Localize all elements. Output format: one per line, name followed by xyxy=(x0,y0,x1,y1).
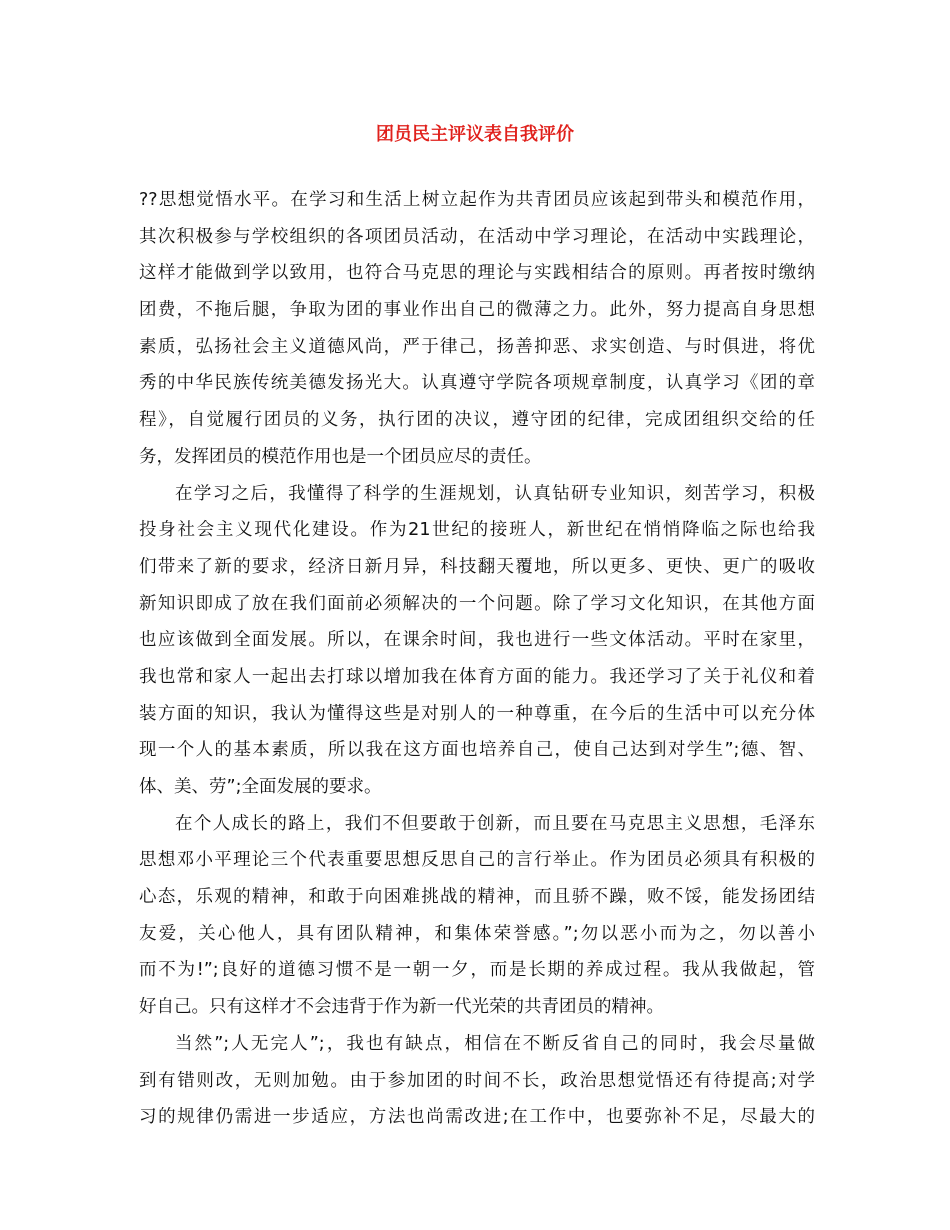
body-line: ??思想觉悟水平。在学习和生活上树立起作为共青团员应该起到带头和模范作用， xyxy=(139,190,815,210)
body-line: 务，发挥团员的模范作用也是一个团员应尽的责任。 xyxy=(139,446,542,467)
body-line: 程》，自觉履行团员的义务，执行团的决议，遵守团的纪律，完成团组织交给的任 xyxy=(139,410,815,431)
body-line: 秀的中华民族传统美德发扬光大。认真遵守学院各项规章制度，认真学习《团的章 xyxy=(139,373,815,394)
body-line: 新知识即成了放在我们面前必须解决的一个问题。除了学习文化知识，在其他方面 xyxy=(139,593,815,614)
body-line: 而不为!”;良好的道德习惯不是一朝一夕，而是长期的养成过程。我从我做起，管 xyxy=(139,960,815,981)
document-title: 团员民主评议表自我评价 xyxy=(376,124,574,145)
body-line: 在个人成长的路上，我们不但要敢于创新，而且要在马克思主义思想，毛泽东 xyxy=(175,813,815,834)
body-line: 当然”;人无完人”;，我也有缺点，相信在不断反省自己的同时，我会尽量做 xyxy=(175,1033,815,1054)
body-line: 现一个人的基本素质，所以我在这方面也培养自己，使自己达到对学生”;德、智、 xyxy=(139,740,815,761)
body-line: 到有错则改，无则加勉。由于参加团的时间不长，政治思想觉悟还有待提高;对学 xyxy=(139,1070,815,1091)
body-line: 也应该做到全面发展。所以，在课余时间，我也进行一些文体活动。平时在家里， xyxy=(139,630,815,651)
body-line: 心态，乐观的精神，和敢于向困难挑战的精神，而且骄不躁，败不馁，能发扬团结 xyxy=(139,887,815,908)
body-line: 装方面的知识，我认为懂得这些是对别人的一种尊重，在今后的生活中可以充分体 xyxy=(139,703,815,724)
body-line: 思想邓小平理论三个代表重要思想反思自己的言行举止。作为团员必须具有积极的 xyxy=(139,850,815,871)
body-line: 习的规律仍需进一步适应，方法也尚需改进;在工作中，也要弥补不足，尽最大的 xyxy=(139,1107,815,1128)
body-line: 这样才能做到学以致用，也符合马克思的理论与实践相结合的原则。再者按时缴纳 xyxy=(139,263,815,284)
body-line: 友爱，关心他人，具有团队精神，和集体荣誉感。”;勿以恶小而为之，勿以善小 xyxy=(139,923,815,944)
body-line: 们带来了新的要求，经济日新月异，科技翻天覆地，所以更多、更快、更广的吸收 xyxy=(139,556,815,577)
body-line: 团费，不拖后腿，争取为团的事业作出自己的微薄之力。此外，努力提高自身思想 xyxy=(139,300,815,321)
body-line: 体、美、劳”;全面发展的要求。 xyxy=(139,777,382,797)
body-line: 素质，弘扬社会主义道德风尚，严于律己，扬善抑恶、求实创造、与时俱进，将优 xyxy=(139,336,815,357)
body-line: 其次积极参与学校组织的各项团员活动，在活动中学习理论，在活动中实践理论， xyxy=(139,226,815,247)
body-line: 在学习之后，我懂得了科学的生涯规划，认真钻研专业知识，刻苦学习，积极 xyxy=(175,483,815,504)
body-line: 投身社会主义现代化建设。作为21世纪的接班人，新世纪在悄悄降临之际也给我 xyxy=(139,520,815,541)
document-body xyxy=(139,182,815,1136)
body-line: 我也常和家人一起出去打球以增加我在体育方面的能力。我还学习了关于礼仪和着 xyxy=(139,666,815,687)
body-line: 好自己。只有这样才不会违背于作为新一代光荣的共青团员的精神。 xyxy=(139,997,664,1018)
